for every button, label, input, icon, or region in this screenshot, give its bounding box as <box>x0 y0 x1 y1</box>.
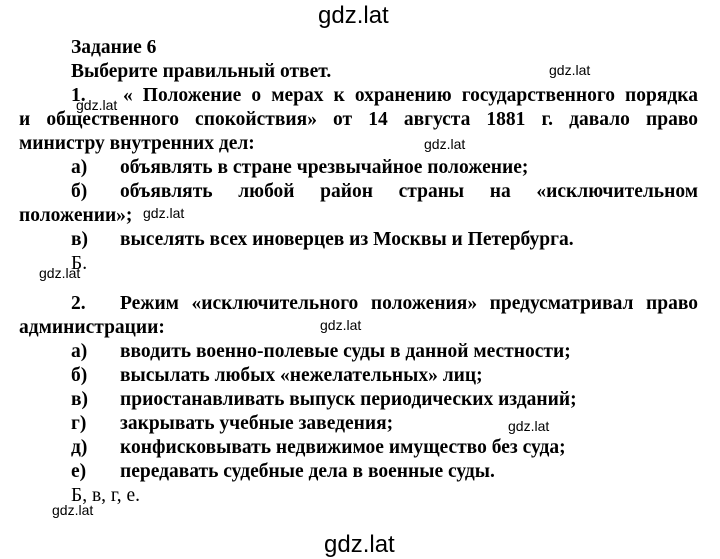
question-1-line-3: министру внутренних дел: <box>19 133 255 154</box>
option-label: е) <box>71 461 87 482</box>
watermark-top: gdz.lat <box>318 2 389 29</box>
watermark: gdz.lat <box>508 418 550 434</box>
option-text: объявлять в стране чрезвычайное положение; <box>120 157 529 178</box>
option-text-continued: положении»; <box>19 205 133 226</box>
watermark: gdz.lat <box>39 265 81 281</box>
question-2-line-2: администрации: <box>19 317 165 338</box>
task-instruction: Выберите правильный ответ. <box>71 61 332 82</box>
option-label: а) <box>71 341 88 362</box>
option-label: а) <box>71 157 88 178</box>
option-text: выселять всех иноверцев из Москвы и Петербурга. <box>120 229 574 250</box>
watermark: gdz.lat <box>76 97 118 113</box>
option-label: б) <box>71 365 88 386</box>
option-text: вводить военно-полевые суды в данной местности; <box>120 341 571 362</box>
option-text: высылать любых «нежелательных» лиц; <box>120 365 483 386</box>
watermark: gdz.lat <box>52 502 94 518</box>
option-label: в) <box>71 389 89 410</box>
watermark: gdz.lat <box>549 62 591 78</box>
option-label: б) <box>71 181 88 202</box>
option-text: конфисковывать недвижимое имущество без суда; <box>120 437 566 458</box>
option-label: в) <box>71 229 89 250</box>
option-text: приостанавливать выпуск периодических изданий; <box>120 389 577 410</box>
watermark: gdz.lat <box>143 205 185 221</box>
option-text: закрывать учебные заведения; <box>120 413 394 434</box>
question-2-line-1: Режим «исключительного положения» предусматривал право <box>120 293 698 314</box>
question-1-answer: Б. <box>71 253 88 274</box>
watermark: gdz.lat <box>424 136 466 152</box>
task-title: Задание 6 <box>71 37 157 58</box>
option-text: передавать судебные дела в военные суды. <box>120 461 495 482</box>
question-1-line-1: « Положение о мерах к охранению государственного порядка <box>123 85 698 106</box>
question-2-answer: Б, в, г, е. <box>71 485 140 506</box>
watermark-bottom: gdz.lat <box>324 531 395 558</box>
question-2-number: 2. <box>71 293 86 314</box>
watermark: gdz.lat <box>320 317 362 333</box>
option-label: г) <box>71 413 87 434</box>
option-text: объявлять любой район страны на «исключительном <box>120 181 698 202</box>
question-1-line-2: и общественного спокойствия» от 14 августа 1881 г. давало право <box>19 109 698 130</box>
option-label: д) <box>71 437 88 458</box>
question-1-number: 1. <box>71 85 86 106</box>
